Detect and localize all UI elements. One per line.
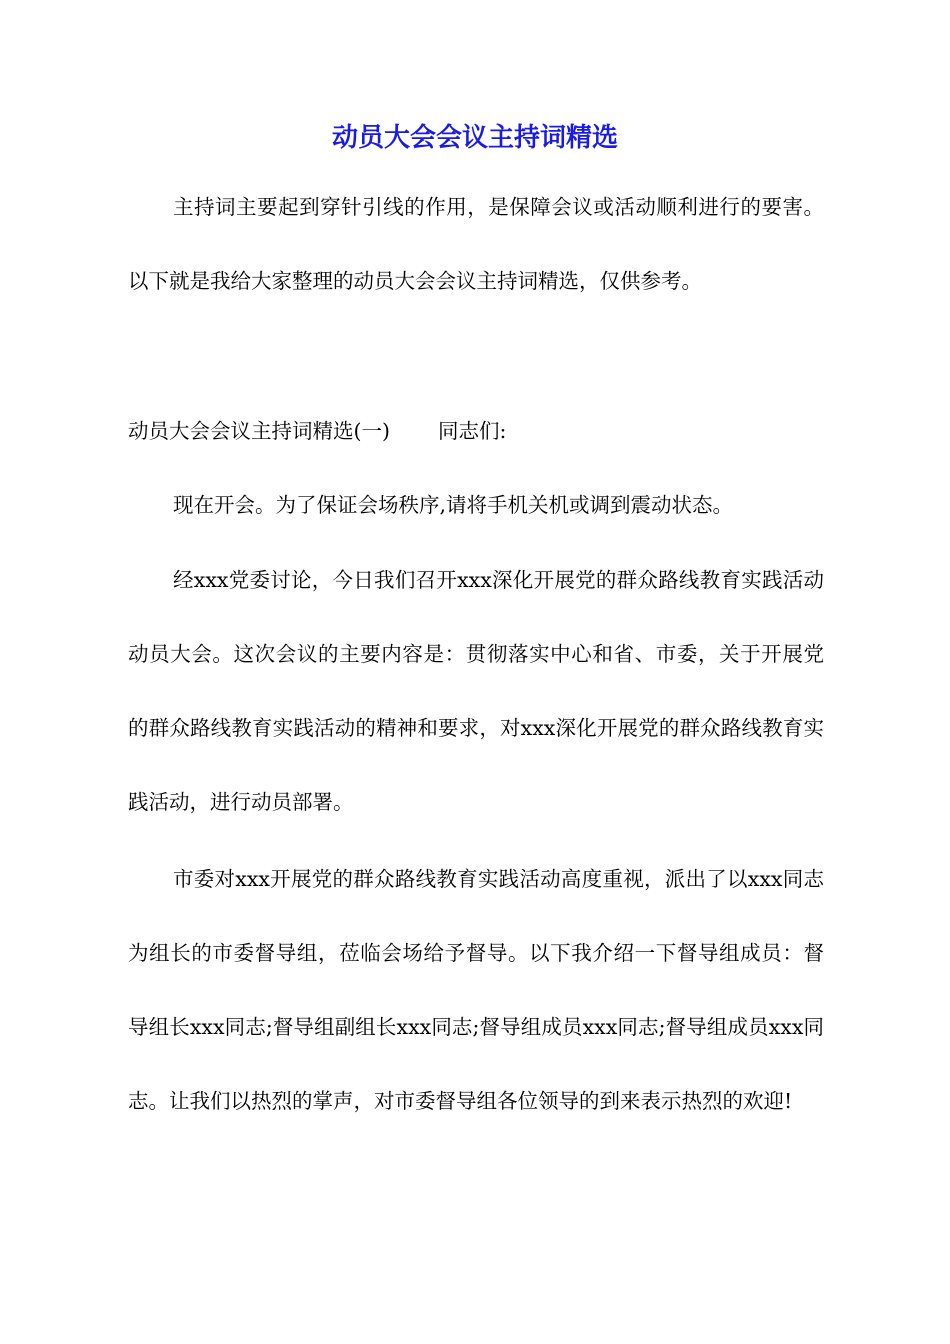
paragraph-meeting-content: 经xxx党委讨论，今日我们召开xxx深化开展党的群众路线教育实践活动动员大会。这次会议的主要内容是：贯彻落实中心和省、市委，关于开展党的群众路线教育实践活动的精神和要求，对xxx深化开展党的群众路线教育实践活动，进行动员部署。	[128, 568, 824, 814]
paragraph-opening: 现在开会。为了保证会场秩序,请将手机关机或调到震动状态。	[173, 493, 734, 517]
paragraph-supervision-group: 市委对xxx开展党的群众路线教育实践活动高度重视，派出了以xxx同志为组长的市委督导组，莅临会场给予督导。以下我介绍一下督导组成员：督导组长xxx同志;督导组副组长xxx同志;督导组成员xxx同志;督导组成员xxx同志。让我们以热烈的掌声，对市委督导组各位领导的到来表示热烈的欢迎!	[128, 867, 824, 1113]
section-heading-line	[128, 394, 824, 468]
greeting: 同志们:	[438, 419, 507, 443]
section-heading: 动员大会会议主持词精选(一)	[128, 419, 390, 443]
intro-paragraph: 主持词主要起到穿针引线的作用，是保障会议或活动顺利进行的要害。以下就是我给大家整理的动员大会会议主持词精选，仅供参考。	[128, 195, 824, 293]
document-title: 动员大会会议主持词精选	[331, 123, 618, 153]
